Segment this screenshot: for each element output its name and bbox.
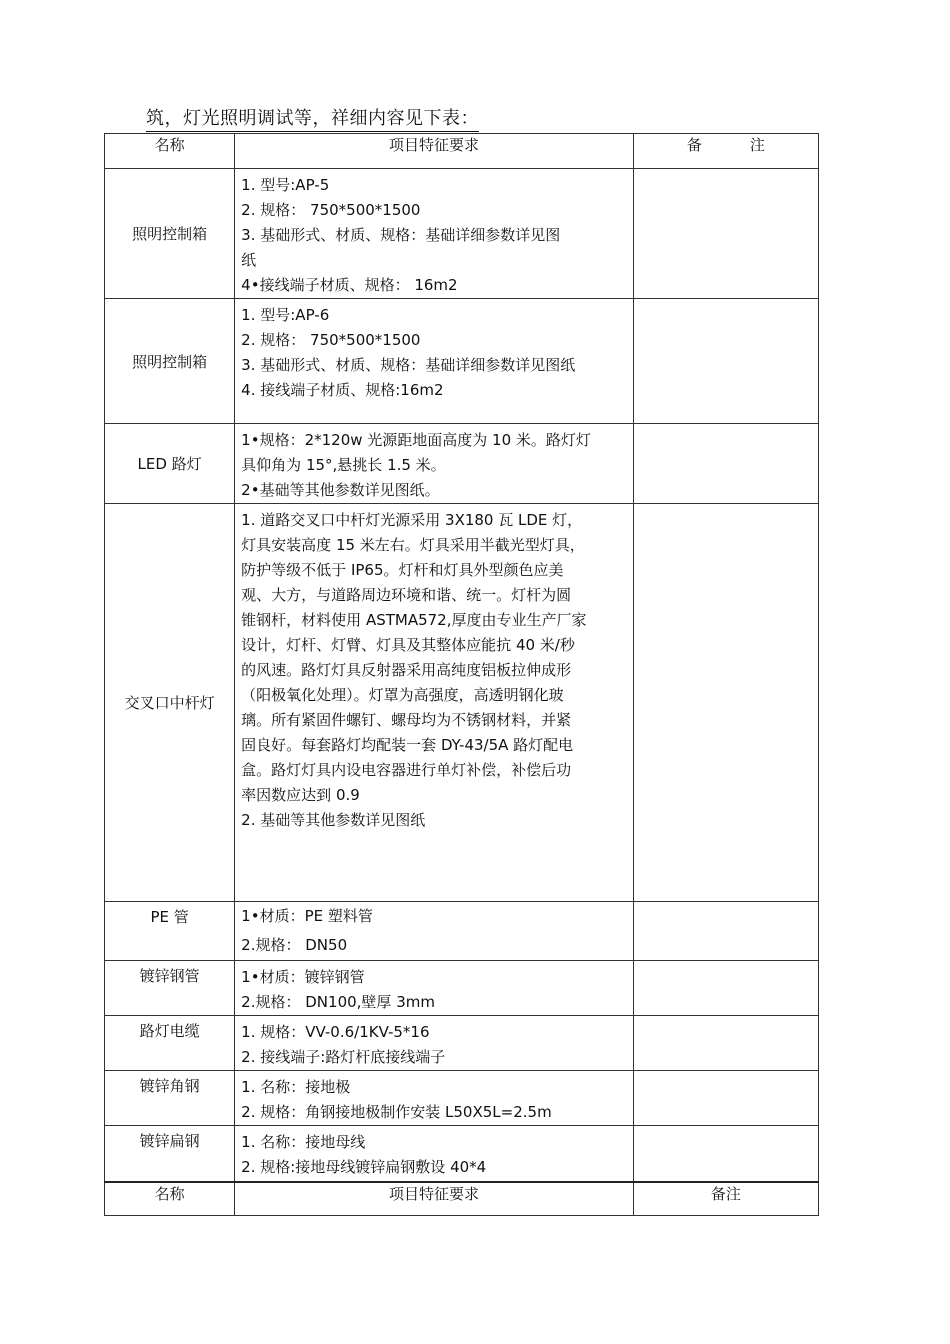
feature-line: 2.规格： DN100,壁厚 3mm bbox=[241, 993, 435, 1011]
feature-line: 2. 规格： 750*500*1500 bbox=[241, 201, 421, 219]
row-features bbox=[235, 1126, 634, 1182]
feature-line: 具仰角为 15°,悬挑长 1.5 米。 bbox=[241, 456, 446, 474]
feature-line: 1. 名称：接地母线 bbox=[241, 1133, 366, 1151]
feature-line: 率因数应达到 0.9 bbox=[241, 786, 360, 804]
row-note bbox=[633, 299, 818, 424]
feature-line: （阳极氧化处理）。灯罩为高强度，高透明钢化玻 bbox=[241, 686, 564, 704]
feature-line: 3. 基础形式、材质、规格：基础详细参数详见图 bbox=[241, 226, 561, 244]
feature-line: 2. 规格： 750*500*1500 bbox=[241, 331, 421, 349]
feature-line: 3. 基础形式、材质、规格：基础详细参数详见图纸 bbox=[241, 356, 576, 374]
feature-line: 1. 名称：接地极 bbox=[241, 1078, 351, 1096]
feature-line: 防护等级不低于 IP65。灯杆和灯具外型颜色应美 bbox=[241, 561, 564, 579]
table-row bbox=[105, 299, 819, 424]
feature-line: 1. 道路交叉口中杆灯光源采用 3X180 瓦 LDE 灯， bbox=[241, 511, 583, 529]
row-note bbox=[633, 169, 818, 299]
footer-features: 项目特征要求 bbox=[235, 1182, 634, 1216]
table-row bbox=[105, 504, 819, 902]
footer-name: 名称 bbox=[105, 1182, 235, 1216]
table-row bbox=[105, 169, 819, 299]
row-note bbox=[633, 1016, 818, 1071]
spec-table bbox=[104, 133, 819, 1216]
table-row bbox=[105, 961, 819, 1016]
row-note bbox=[633, 961, 818, 1016]
row-name: 镀锌扁钢 bbox=[105, 1126, 235, 1182]
feature-line: 4•接线端子材质、规格： 16m2 bbox=[241, 276, 458, 294]
table-footer-row bbox=[105, 1182, 819, 1216]
header-note-a: 备 bbox=[686, 136, 702, 154]
table-row bbox=[105, 902, 819, 961]
footer-note: 备注 bbox=[633, 1182, 818, 1216]
row-features bbox=[235, 1016, 634, 1071]
feature-line: 2.规格： DN50 bbox=[241, 936, 348, 954]
feature-line: 观、大方，与道路周边环境和谐、统一。灯杆为圆 bbox=[241, 586, 572, 604]
row-name: LED 路灯 bbox=[105, 424, 235, 504]
feature-line: 盒。路灯灯具内设电容器进行单灯补偿，补偿后功 bbox=[241, 761, 572, 779]
feature-line: 1. 型号:AP-6 bbox=[241, 306, 330, 324]
row-name: 镀锌钢管 bbox=[105, 961, 235, 1016]
row-features bbox=[235, 1071, 634, 1126]
feature-line: 2. 基础等其他参数详见图纸 bbox=[241, 811, 426, 829]
row-note bbox=[633, 902, 818, 961]
row-note bbox=[633, 424, 818, 504]
feature-line: 2•基础等其他参数详见图纸。 bbox=[241, 481, 440, 499]
row-name: 交叉口中杆灯 bbox=[105, 504, 235, 902]
row-features bbox=[235, 424, 634, 504]
feature-line: 设计，灯杆、灯臂、灯具及其整体应能抗 40 米/秒 bbox=[241, 636, 575, 654]
header-name: 名称 bbox=[105, 134, 235, 169]
row-features bbox=[235, 504, 634, 902]
header-note-b: 注 bbox=[749, 136, 765, 154]
row-features bbox=[235, 961, 634, 1016]
feature-line: 1•材质：镀锌钢管 bbox=[241, 968, 365, 986]
feature-line: 2. 接线端子:路灯杆底接线端子 bbox=[241, 1048, 446, 1066]
feature-line: 2. 规格：角钢接地极制作安装 L50X5L=2.5m bbox=[241, 1103, 552, 1121]
row-name: 照明控制箱 bbox=[105, 169, 235, 299]
table-row bbox=[105, 1071, 819, 1126]
feature-line: 的风速。路灯灯具反射器采用高纯度铝板拉伸成形 bbox=[241, 661, 572, 679]
feature-line: 璃。所有紧固件螺钉、螺母均为不锈钢材料，并紧 bbox=[241, 711, 572, 729]
feature-line: 锥钢杆，材料使用 ASTMA572,厚度由专业生产厂家 bbox=[241, 611, 587, 629]
row-features bbox=[235, 169, 634, 299]
row-name: 照明控制箱 bbox=[105, 299, 235, 424]
row-name: PE 管 bbox=[105, 902, 235, 961]
row-name: 镀锌角钢 bbox=[105, 1071, 235, 1126]
feature-line: 固良好。每套路灯均配装一套 DY-43/5A 路灯配电 bbox=[241, 736, 574, 754]
header-features: 项目特征要求 bbox=[235, 134, 634, 169]
row-note bbox=[633, 1071, 818, 1126]
table-header-row bbox=[105, 134, 819, 169]
feature-line: 1. 型号:AP-5 bbox=[241, 176, 330, 194]
intro-text: 筑，灯光照明调试等，祥细内容见下表： bbox=[146, 104, 479, 132]
table-row bbox=[105, 424, 819, 504]
feature-line: 4. 接线端子材质、规格:16m2 bbox=[241, 381, 444, 399]
feature-line: 1•规格：2*120w 光源距地面高度为 10 米。路灯灯 bbox=[241, 431, 591, 449]
row-features bbox=[235, 902, 634, 961]
feature-line: 1. 规格：VV-0.6/1KV-5*16 bbox=[241, 1023, 430, 1041]
header-note bbox=[633, 134, 818, 169]
table-row bbox=[105, 1016, 819, 1071]
feature-line: 灯具安装高度 15 米左右。灯具采用半截光型灯具， bbox=[241, 536, 585, 554]
row-features bbox=[235, 299, 634, 424]
row-note bbox=[633, 1126, 818, 1182]
feature-line: 纸 bbox=[241, 251, 257, 269]
row-name: 路灯电缆 bbox=[105, 1016, 235, 1071]
row-note bbox=[633, 504, 818, 902]
table-row bbox=[105, 1126, 819, 1182]
feature-line: 2. 规格:接地母线镀锌扁钢敷设 40*4 bbox=[241, 1158, 487, 1176]
feature-line: 1•材质：PE 塑料管 bbox=[241, 907, 373, 925]
